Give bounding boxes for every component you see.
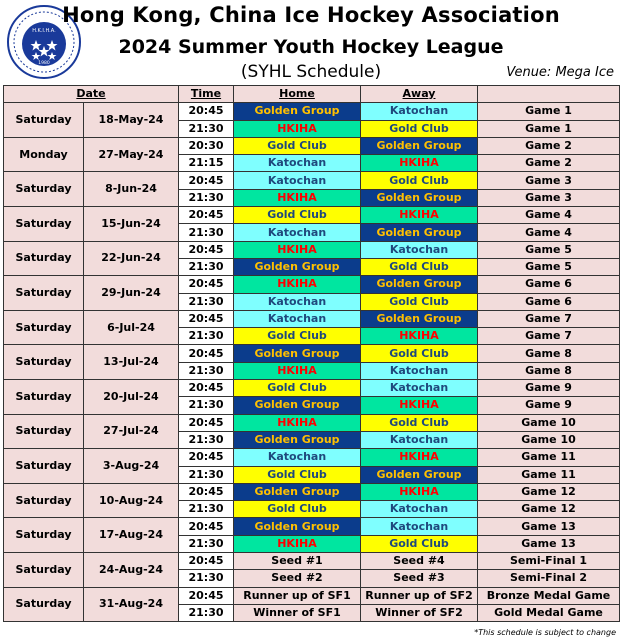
match-day: Saturday: [4, 380, 84, 415]
away-team: Gold Club: [361, 535, 478, 552]
away-team: HKIHA: [361, 328, 478, 345]
away-team: Golden Group: [361, 310, 478, 327]
table-row: [4, 310, 620, 327]
game-time: 20:45: [179, 241, 234, 258]
match-date: 10-Aug-24: [84, 483, 179, 518]
game-label: Game 2: [478, 137, 620, 154]
match-day: Saturday: [4, 207, 84, 242]
game-time: 21:30: [179, 535, 234, 552]
away-team: Katochan: [361, 501, 478, 518]
home-team: Gold Club: [234, 501, 361, 518]
schedule-body: [4, 103, 620, 622]
table-row: [4, 518, 620, 535]
game-label: Game 5: [478, 241, 620, 258]
match-day: Saturday: [4, 483, 84, 518]
logo-year: 1980: [38, 61, 50, 66]
match-date: 6-Jul-24: [84, 310, 179, 345]
table-row: [4, 483, 620, 500]
game-label: Game 11: [478, 449, 620, 466]
home-team: Gold Club: [234, 328, 361, 345]
home-team: HKIHA: [234, 189, 361, 206]
away-team: Gold Club: [361, 414, 478, 431]
table-row: [4, 587, 620, 604]
match-date: 27-Jul-24: [84, 414, 179, 449]
home-team: Golden Group: [234, 431, 361, 448]
away-team: Gold Club: [361, 258, 478, 275]
away-team: Golden Group: [361, 137, 478, 154]
match-day: Saturday: [4, 449, 84, 484]
game-time: 20:45: [179, 587, 234, 604]
game-time: 21:30: [179, 258, 234, 275]
game-time: 21:30: [179, 224, 234, 241]
home-team: HKIHA: [234, 535, 361, 552]
game-time: 21:30: [179, 120, 234, 137]
game-label: Game 7: [478, 310, 620, 327]
game-time: 21:30: [179, 604, 234, 621]
game-label: Game 13: [478, 535, 620, 552]
home-team: Katochan: [234, 449, 361, 466]
game-label: Semi-Final 1: [478, 553, 620, 570]
league-title: 2024 Summer Youth Hockey League: [118, 36, 504, 58]
away-team: Seed #3: [361, 570, 478, 587]
game-label: Game 4: [478, 224, 620, 241]
away-team: Golden Group: [361, 189, 478, 206]
page-title: Hong Kong, China Ice Hockey Association: [62, 3, 560, 27]
match-day: Saturday: [4, 172, 84, 207]
away-team: Katochan: [361, 362, 478, 379]
game-label: Game 12: [478, 501, 620, 518]
game-label: Game 6: [478, 293, 620, 310]
away-team: HKIHA: [361, 483, 478, 500]
game-label: Game 11: [478, 466, 620, 483]
home-team: Seed #2: [234, 570, 361, 587]
header-game: [478, 86, 620, 103]
home-team: Gold Club: [234, 137, 361, 154]
game-label: Game 5: [478, 258, 620, 275]
home-team: Golden Group: [234, 397, 361, 414]
game-time: 20:45: [179, 449, 234, 466]
table-row: [4, 414, 620, 431]
game-label: Game 1: [478, 103, 620, 120]
home-team: Golden Group: [234, 483, 361, 500]
table-row: [4, 207, 620, 224]
header-time: Time: [179, 86, 234, 103]
header-away: Away: [361, 86, 478, 103]
game-time: 21:30: [179, 362, 234, 379]
away-team: Golden Group: [361, 276, 478, 293]
match-date: 24-Aug-24: [84, 553, 179, 588]
match-date: 8-Jun-24: [84, 172, 179, 207]
game-label: Game 7: [478, 328, 620, 345]
game-time: 20:45: [179, 310, 234, 327]
match-day: Saturday: [4, 587, 84, 622]
home-team: Katochan: [234, 155, 361, 172]
home-team: Winner of SF1: [234, 604, 361, 621]
home-team: Gold Club: [234, 380, 361, 397]
match-day: Saturday: [4, 310, 84, 345]
game-time: 21:30: [179, 431, 234, 448]
game-label: Gold Medal Game: [478, 604, 620, 621]
game-label: Game 12: [478, 483, 620, 500]
game-label: Game 10: [478, 414, 620, 431]
game-label: Game 8: [478, 345, 620, 362]
home-team: Katochan: [234, 293, 361, 310]
match-date: 18-May-24: [84, 103, 179, 138]
away-team: Gold Club: [361, 172, 478, 189]
away-team: Katochan: [361, 431, 478, 448]
game-label: Game 8: [478, 362, 620, 379]
match-date: 29-Jun-24: [84, 276, 179, 311]
home-team: Gold Club: [234, 466, 361, 483]
game-label: Game 13: [478, 518, 620, 535]
match-date: 3-Aug-24: [84, 449, 179, 484]
game-label: Game 10: [478, 431, 620, 448]
game-time: 21:30: [179, 501, 234, 518]
table-row: [4, 241, 620, 258]
game-time: 20:45: [179, 414, 234, 431]
away-team: Gold Club: [361, 345, 478, 362]
away-team: Gold Club: [361, 293, 478, 310]
away-team: Katochan: [361, 518, 478, 535]
away-team: Gold Club: [361, 120, 478, 137]
home-team: Golden Group: [234, 258, 361, 275]
game-time: 20:45: [179, 276, 234, 293]
away-team: Katochan: [361, 380, 478, 397]
game-label: Game 3: [478, 172, 620, 189]
match-day: Saturday: [4, 518, 84, 553]
game-time: 21:30: [179, 570, 234, 587]
logo-text: H.K.I.H.A.: [32, 28, 56, 34]
table-row: [4, 137, 620, 154]
game-label: Game 3: [478, 189, 620, 206]
match-date: 22-Jun-24: [84, 241, 179, 276]
home-team: HKIHA: [234, 362, 361, 379]
table-row: [4, 103, 620, 120]
away-team: HKIHA: [361, 449, 478, 466]
game-label: Game 9: [478, 380, 620, 397]
home-team: HKIHA: [234, 241, 361, 258]
game-time: 21:15: [179, 155, 234, 172]
match-date: 15-Jun-24: [84, 207, 179, 242]
home-team: HKIHA: [234, 120, 361, 137]
away-team: Golden Group: [361, 224, 478, 241]
away-team: Runner up of SF2: [361, 587, 478, 604]
game-label: Game 1: [478, 120, 620, 137]
home-team: HKIHA: [234, 276, 361, 293]
match-date: 31-Aug-24: [84, 587, 179, 622]
home-team: Runner up of SF1: [234, 587, 361, 604]
game-time: 21:30: [179, 328, 234, 345]
game-time: 20:30: [179, 137, 234, 154]
table-row: [4, 553, 620, 570]
schedule-table: [3, 85, 620, 622]
match-day: Saturday: [4, 414, 84, 449]
home-team: Katochan: [234, 310, 361, 327]
header-date: Date: [4, 86, 179, 103]
home-team: HKIHA: [234, 414, 361, 431]
game-time: 20:45: [179, 207, 234, 224]
game-time: 21:30: [179, 397, 234, 414]
table-row: [4, 345, 620, 362]
game-time: 21:30: [179, 189, 234, 206]
schedule-label: (SYHL Schedule): [240, 62, 382, 82]
home-team: Katochan: [234, 224, 361, 241]
game-time: 20:45: [179, 345, 234, 362]
table-row: [4, 380, 620, 397]
table-row: [4, 449, 620, 466]
match-day: Saturday: [4, 553, 84, 588]
home-team: Seed #1: [234, 553, 361, 570]
match-day: Saturday: [4, 345, 84, 380]
away-team: Seed #4: [361, 553, 478, 570]
match-date: 17-Aug-24: [84, 518, 179, 553]
away-team: HKIHA: [361, 397, 478, 414]
away-team: HKIHA: [361, 155, 478, 172]
away-team: HKIHA: [361, 207, 478, 224]
game-time: 20:45: [179, 380, 234, 397]
away-team: Katochan: [361, 241, 478, 258]
match-day: Monday: [4, 137, 84, 172]
match-day: Saturday: [4, 276, 84, 311]
match-date: 27-May-24: [84, 137, 179, 172]
away-team: Winner of SF2: [361, 604, 478, 621]
match-day: Saturday: [4, 103, 84, 138]
game-time: 21:30: [179, 293, 234, 310]
game-time: 20:45: [179, 172, 234, 189]
game-label: Game 2: [478, 155, 620, 172]
game-time: 20:45: [179, 483, 234, 500]
game-time: 20:45: [179, 518, 234, 535]
game-label: Bronze Medal Game: [478, 587, 620, 604]
away-team: Katochan: [361, 103, 478, 120]
venue-label: Venue: Mega Ice: [506, 65, 614, 80]
home-team: Golden Group: [234, 103, 361, 120]
table-row: [4, 276, 620, 293]
table-row: [4, 172, 620, 189]
game-label: Semi-Final 2: [478, 570, 620, 587]
home-team: Golden Group: [234, 345, 361, 362]
away-team: Golden Group: [361, 466, 478, 483]
match-day: Saturday: [4, 241, 84, 276]
home-team: Gold Club: [234, 207, 361, 224]
footnote: *This schedule is subject to change: [474, 628, 616, 637]
game-label: Game 6: [478, 276, 620, 293]
game-time: 20:45: [179, 103, 234, 120]
home-team: Golden Group: [234, 518, 361, 535]
header-home: Home: [234, 86, 361, 103]
game-time: 20:45: [179, 553, 234, 570]
game-label: Game 4: [478, 207, 620, 224]
home-team: Katochan: [234, 172, 361, 189]
match-date: 20-Jul-24: [84, 380, 179, 415]
game-time: 21:30: [179, 466, 234, 483]
match-date: 13-Jul-24: [84, 345, 179, 380]
game-label: Game 9: [478, 397, 620, 414]
